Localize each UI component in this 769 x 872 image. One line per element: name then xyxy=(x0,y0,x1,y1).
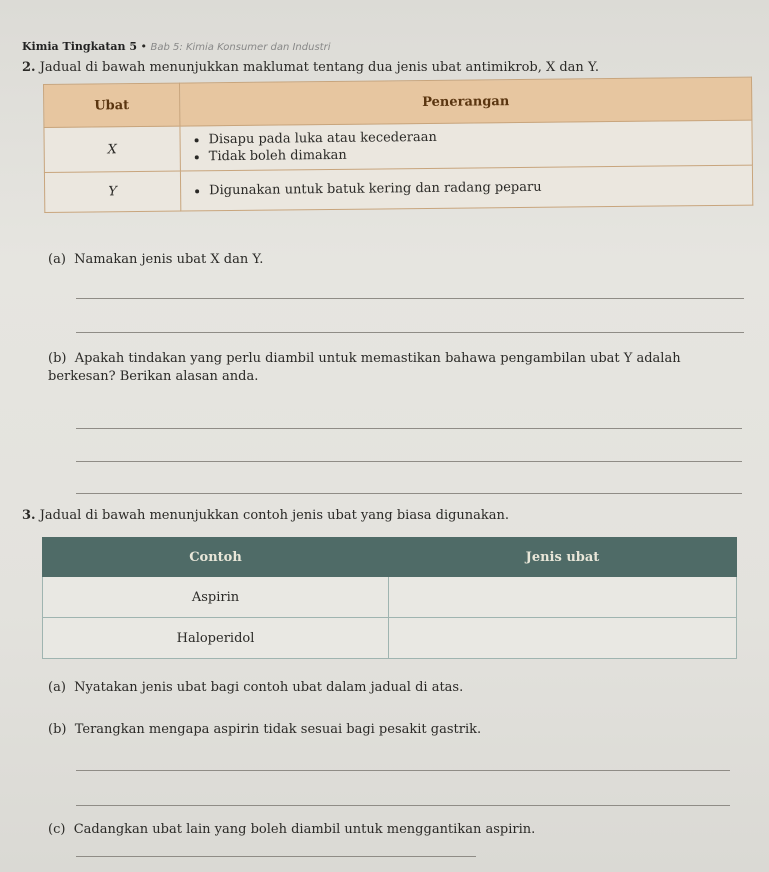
q3-row-haloperidol: Haloperidol xyxy=(43,618,389,659)
q2-number: 2. xyxy=(22,60,36,75)
q2-header-penerangan: Penerangan xyxy=(179,77,751,126)
q3b-text: Terangkan mengapa aspirin tidak sesuai bagi pesakit gastrik. xyxy=(74,722,482,737)
q3-stem-text: Jadual di bawah menunjukkan contoh jenis ubat yang biasa digunakan. xyxy=(39,508,510,523)
q2-x-point-2: • Tidak boleh dimakan xyxy=(209,144,742,165)
q2-y-point-1: • Digunakan untuk batuk kering dan radang peparu xyxy=(209,178,742,199)
q3-stem xyxy=(22,508,509,523)
q2a-text: Namakan jenis ubat X dan Y. xyxy=(74,252,264,267)
q3c-text: Cadangkan ubat lain yang boleh diambil untuk menggantikan aspirin. xyxy=(73,822,536,837)
q3-haloperidol-type-cell[interactable] xyxy=(389,618,737,659)
q2-stem xyxy=(22,60,599,75)
q2a-label: (a) xyxy=(48,252,66,267)
q2b-text: Apakah tindakan yang perlu diambil untuk memastikan bahawa pengambilan ubat Y adalah berkesan? Berikan alasan anda. xyxy=(48,351,681,384)
q2-x-point-1: • Disapu pada luka atau kecederaan xyxy=(209,127,742,148)
answer-line[interactable] xyxy=(76,298,744,299)
q2-header-ubat: Ubat xyxy=(44,83,180,127)
q3-row-aspirin: Aspirin xyxy=(43,577,389,618)
table-row xyxy=(43,577,737,618)
page-header xyxy=(22,40,330,53)
q2-table xyxy=(43,77,753,213)
q2-row-x-desc xyxy=(180,120,752,171)
answer-line[interactable] xyxy=(76,856,476,857)
answer-line[interactable] xyxy=(76,461,742,462)
q3c xyxy=(48,822,535,837)
book-title: Kimia Tingkatan 5 xyxy=(22,40,138,53)
answer-line[interactable] xyxy=(76,805,730,806)
answer-line[interactable] xyxy=(76,332,744,333)
q2-stem-text: Jadual di bawah menunjukkan maklumat tentang dua jenis ubat antimikrob, X dan Y. xyxy=(39,60,599,75)
q3b xyxy=(48,722,481,737)
q3b-label: (b) xyxy=(48,722,67,737)
q2-row-x-drug: X xyxy=(44,126,180,172)
q3a-label: (a) xyxy=(48,680,66,695)
answer-line[interactable] xyxy=(76,770,730,771)
q3a xyxy=(48,680,463,695)
table-row xyxy=(43,618,737,659)
q3c-label: (c) xyxy=(48,822,66,837)
table-row xyxy=(44,165,752,212)
q3-number: 3. xyxy=(22,508,36,523)
q2a xyxy=(48,252,263,267)
q2b xyxy=(48,350,748,386)
header-separator: • xyxy=(140,40,148,53)
answer-line[interactable] xyxy=(76,493,742,494)
q2b-label: (b) xyxy=(48,351,67,366)
q2-row-y-drug: Y xyxy=(44,171,180,212)
q3-header-jenis-ubat: Jenis ubat xyxy=(389,538,737,577)
q2-row-y-desc xyxy=(180,165,752,211)
q3a-text: Nyatakan jenis ubat bagi contoh ubat dalam jadual di atas. xyxy=(74,680,464,695)
q3-header-contoh: Contoh xyxy=(43,538,389,577)
q3-table xyxy=(42,537,737,659)
table-row xyxy=(44,120,752,172)
q3-aspirin-type-cell[interactable] xyxy=(389,577,737,618)
answer-line[interactable] xyxy=(76,428,742,429)
chapter-title: Bab 5: Kimia Konsumer dan Industri xyxy=(150,42,331,53)
